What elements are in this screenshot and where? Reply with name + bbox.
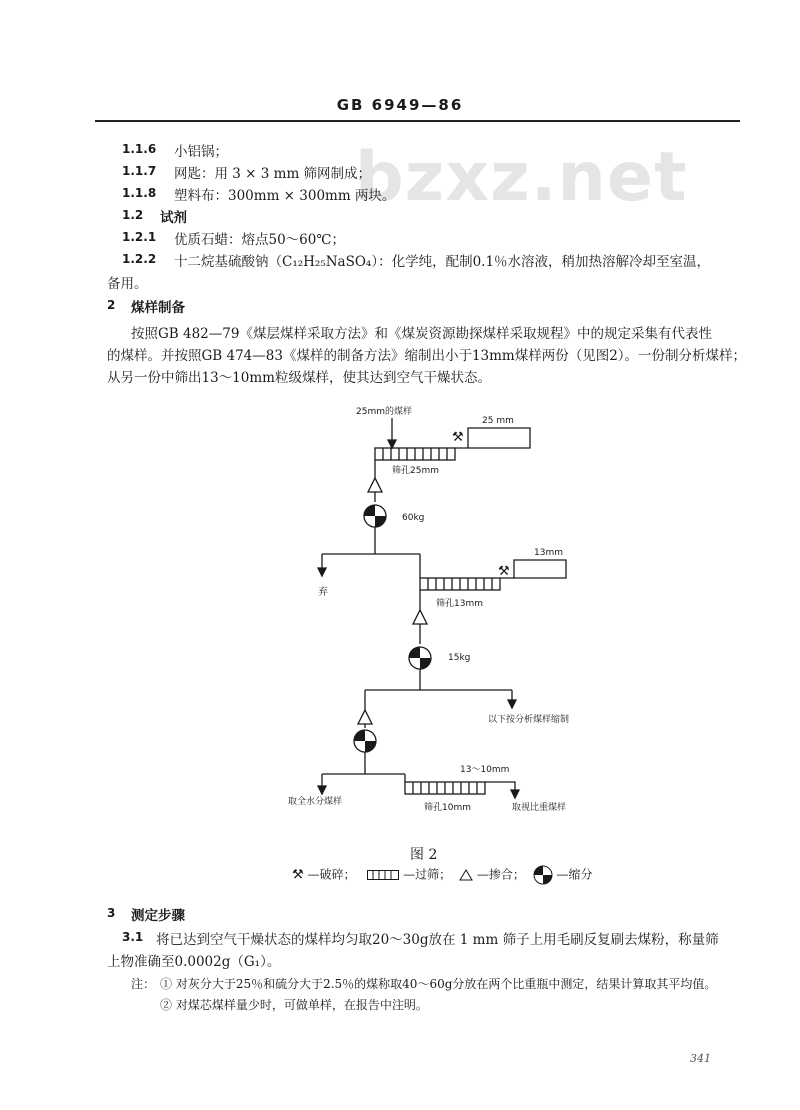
item-number: 1.1.8 [122,186,157,200]
standard-header: GB 6949—86 [336,96,464,114]
oversize-label: 25 mm [482,416,514,426]
legend-crush: —破碎； [307,867,356,882]
section-title: 煤样制备 [131,300,185,316]
notes-label: 注： [131,977,156,991]
figure-legend [292,865,593,885]
item-text: 十二烷基硫酸钠（C₁₂H₂₅NaSO₄）：化学纯，配制0.1％水溶液，稍加热溶解冷却至室温， [174,254,711,270]
section-title: 试剂 [160,210,187,226]
input-label: 25mm的煤样 [356,407,412,417]
figure-caption: 图 2 [410,847,438,863]
sieve-label: 筛孔25mm [392,466,439,476]
reduce-icon [533,865,553,885]
legend-sieve: —过筛； [403,867,452,882]
section-title: 测定步骤 [131,908,185,924]
note-line: ① 对灰分大于25％和硫分大于2.5％的煤称取40～60g分放在两个比重瓶中测定，结果计算取其平均值。 [160,977,717,991]
paragraph-line: 的煤样。并按照GB 474—83《煤样的制备方法》缩制出小于13mm煤样两份（见图2）。一份制分析煤样； [107,348,747,364]
item-number: 1.1.7 [122,164,157,178]
watermark: bzxz.net [355,138,688,217]
item-text: 小铝锅； [174,144,228,160]
note-line: ② 对煤芯煤样量少时，可做单样，在报告中注明。 [160,998,428,1012]
item-text-continued: 备用。 [107,276,148,292]
sieve-label: 筛孔13mm [436,599,483,609]
page-number: 341 [690,1052,711,1065]
section-number: 2 [107,298,116,312]
item-text: 网匙：用 3 × 3 mm 筛网制成； [174,166,372,182]
analysis-label: 以下按分析煤样缩制 [488,715,570,725]
item-text: 塑料布：300mm × 300mm 两块。 [174,188,396,204]
step-number: 3.1 [122,930,144,944]
range-label: 13～10mm [460,765,510,775]
oversize-label: 13mm [534,548,563,558]
total-moisture-label: 取全水分煤样 [288,797,343,807]
legend-reduce: —缩分 [556,867,593,882]
mass-label: 15kg [448,653,471,663]
item-number: 1.2.2 [122,252,157,266]
item-number: 1.2.1 [122,230,157,244]
paragraph-line: 按照GB 482—79《煤层煤样采取方法》和《煤炭资源勘探煤样采取规程》中的规定采集有代表性 [131,326,712,342]
crush-icon: ⚒ [452,430,464,445]
section-number: 3 [107,906,116,920]
item-text: 优质石蜡：熔点50～60℃； [174,232,345,248]
sieve-icon [367,870,399,880]
discard-label: 弃 [318,587,328,598]
legend-mix: —掺合； [476,867,525,882]
step-text: 上物准确至0.0002g（G₁）。 [107,954,281,970]
mix-icon [459,869,473,881]
crush-icon: ⚒ [292,867,304,883]
item-number: 1.1.6 [122,142,157,156]
paragraph-line: 从另一份中筛出13～10mm粒级煤样，使其达到空气干燥状态。 [107,370,491,386]
crush-icon: ⚒ [498,564,510,579]
specific-gravity-label: 取视比重煤样 [512,803,567,813]
mass-label: 60kg [402,513,425,523]
step-text: 将已达到空气干燥状态的煤样均匀取20～30g放在 1 mm 筛子上用毛刷反复刷去煤粉，称量筛 [156,932,719,948]
sieve-label: 筛孔10mm [424,803,471,813]
section-number: 1.2 [122,208,144,222]
